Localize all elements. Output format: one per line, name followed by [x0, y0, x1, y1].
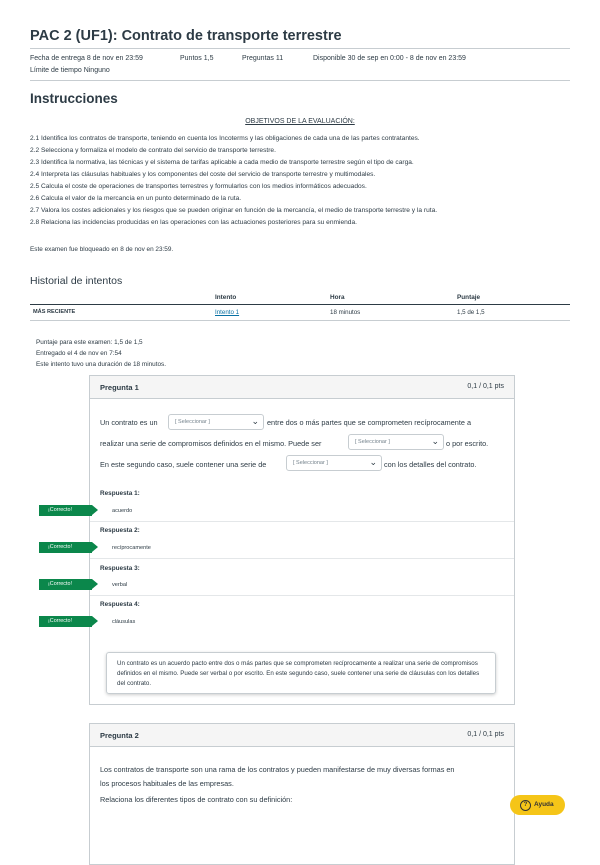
availability: Disponible 30 de sep en 0:00 - 8 de nov en 23:59 [313, 55, 466, 62]
response-3-value: verbal [112, 582, 128, 588]
answer-select-1[interactable] [168, 414, 264, 430]
objective-item: 2.7 Valora los costes adicionales y los riesgos que se pueden originar en función de la mercancía, el medio de transporte terrestre y la ruta. [30, 207, 438, 214]
objective-item: 2.2 Selecciona y formaliza el modelo de contrato del servicio de transporte terrestre. [30, 147, 276, 154]
chevron-down-icon: ⌄ [369, 457, 377, 467]
col-score: Puntaje [457, 294, 481, 301]
objective-item: 2.3 Identifica la normativa, las técnicas y el sistema de tarifas aplicable a cada medio de transporte terrestre según el tipo de carga. [30, 159, 414, 166]
q1-text: entre dos o más partes que se comprometen recíprocamente a [267, 418, 472, 427]
response-2-value: recíprocamente [112, 545, 151, 551]
delivered-summary: Entregado el 4 de nov en 7:54 [36, 350, 122, 357]
q1-text: con los detalles del contrato. [384, 460, 477, 469]
q1-text: Un contrato es un [100, 418, 158, 427]
question-1-label: Pregunta 1 [100, 383, 139, 392]
duration-summary: Este intento tuvo una duración de 18 minutos. [36, 361, 167, 368]
question-1-header [90, 376, 514, 399]
correct-badge: ¡Correcto! [39, 579, 92, 590]
correct-badge: ¡Correcto! [39, 505, 92, 516]
help-button[interactable] [510, 795, 565, 815]
question-2-label: Pregunta 2 [100, 731, 139, 740]
response-1-value: acuerdo [112, 508, 133, 514]
response-divider [90, 521, 514, 522]
col-attempt: Intento [215, 294, 237, 301]
header-divider [30, 48, 570, 49]
response-divider [90, 595, 514, 596]
response-4-label: Respuesta 4: [100, 601, 140, 608]
question-2 [89, 723, 515, 865]
score-summary: Puntaje para este examen: 1,5 de 1,5 [36, 339, 143, 346]
answer-comment: Un contrato es un acuerdo pacto entre dos o más partes que se comprometen recíprocamente a realizar una serie de compromisos definidos en el mismo. Puede ser verbal o por escrito. En este segundo caso, suele contener una serie de cláusulas con los detalles del contrato. [106, 652, 496, 694]
chevron-down-icon: ⌄ [251, 416, 259, 426]
row-latest-label: MÁS RECIENTE [33, 309, 76, 315]
chevron-down-icon: ⌄ [431, 436, 439, 446]
objective-item: 2.5 Calcula el coste de operaciones de transportes terrestres y formularlos con los medios informáticos adecuados. [30, 183, 367, 190]
table-head-divider [30, 304, 570, 305]
question-2-header [90, 724, 514, 747]
locked-notice: Este examen fue bloqueado en 8 de nov en 23:59. [30, 246, 174, 253]
select-placeholder: [ Seleccionar ] [293, 460, 328, 466]
response-4-value: cláusulas [112, 619, 136, 625]
q1-text: o por escrito. [446, 439, 489, 448]
help-label: Ayuda [534, 801, 554, 808]
table-row-divider [30, 320, 570, 321]
objective-item: 2.6 Calcula el valor de la mercancía en un punto determinado de la ruta. [30, 195, 242, 202]
attempt-score: 1,5 de 1,5 [457, 309, 485, 316]
attempt-link[interactable]: Intento 1 [215, 309, 240, 316]
meta-divider [30, 80, 570, 81]
q2-text: Relaciona los diferentes tipos de contrato con su definición: [100, 795, 293, 804]
help-icon: ? [520, 800, 531, 811]
q2-text: Los contratos de transporte son una rama de los contratos y pueden manifestarse de muy diversas formas en [100, 765, 455, 774]
response-divider [90, 558, 514, 559]
q1-text: En este segundo caso, suele contener una serie de [100, 460, 267, 469]
col-time: Hora [330, 294, 345, 301]
question-1-points: 0,1 / 0,1 pts [467, 383, 504, 390]
answer-select-2[interactable] [348, 434, 444, 450]
time-limit: Límite de tiempo Ninguno [30, 67, 110, 74]
history-title: Historial de intentos [30, 275, 123, 287]
objective-item: 2.4 Interpreta las cláusulas habituales y los componentes del coste del servicio de transporte terrestre y multimodales. [30, 171, 376, 178]
response-2-label: Respuesta 2: [100, 527, 140, 534]
q1-text: realizar una serie de compromisos definidos en el mismo. Puede ser [100, 439, 322, 448]
select-placeholder: [ Seleccionar ] [355, 439, 390, 445]
response-1-label: Respuesta 1: [100, 490, 140, 497]
select-placeholder: [ Seleccionar ] [175, 419, 210, 425]
points: Puntos 1,5 [180, 55, 214, 62]
question-1 [89, 375, 515, 705]
due-date: Fecha de entrega 8 de nov en 23:59 [30, 55, 143, 62]
objectives-title: OBJETIVOS DE LA EVALUACIÓN: [245, 118, 355, 125]
objective-item: 2.1 Identifica los contratos de transporte, teniendo en cuenta los Incoterms y las obligaciones de cada una de las partes contratantes. [30, 135, 420, 142]
page-title: PAC 2 (UF1): Contrato de transporte terrestre [30, 28, 342, 44]
objective-item: 2.8 Relaciona las incidencias producidas en las operaciones con las actuaciones posteriores para su enmienda. [30, 219, 357, 226]
response-3-label: Respuesta 3: [100, 565, 140, 572]
correct-badge: ¡Correcto! [39, 542, 92, 553]
q2-text: los procesos habituales de las empresas. [100, 779, 234, 788]
attempt-time: 18 minutos [330, 309, 361, 316]
instructions-heading: Instrucciones [30, 91, 118, 106]
questions-count: Preguntas 11 [242, 55, 284, 62]
question-2-points: 0,1 / 0,1 pts [467, 731, 504, 738]
correct-badge: ¡Correcto! [39, 616, 92, 627]
answer-select-3[interactable] [286, 455, 382, 471]
